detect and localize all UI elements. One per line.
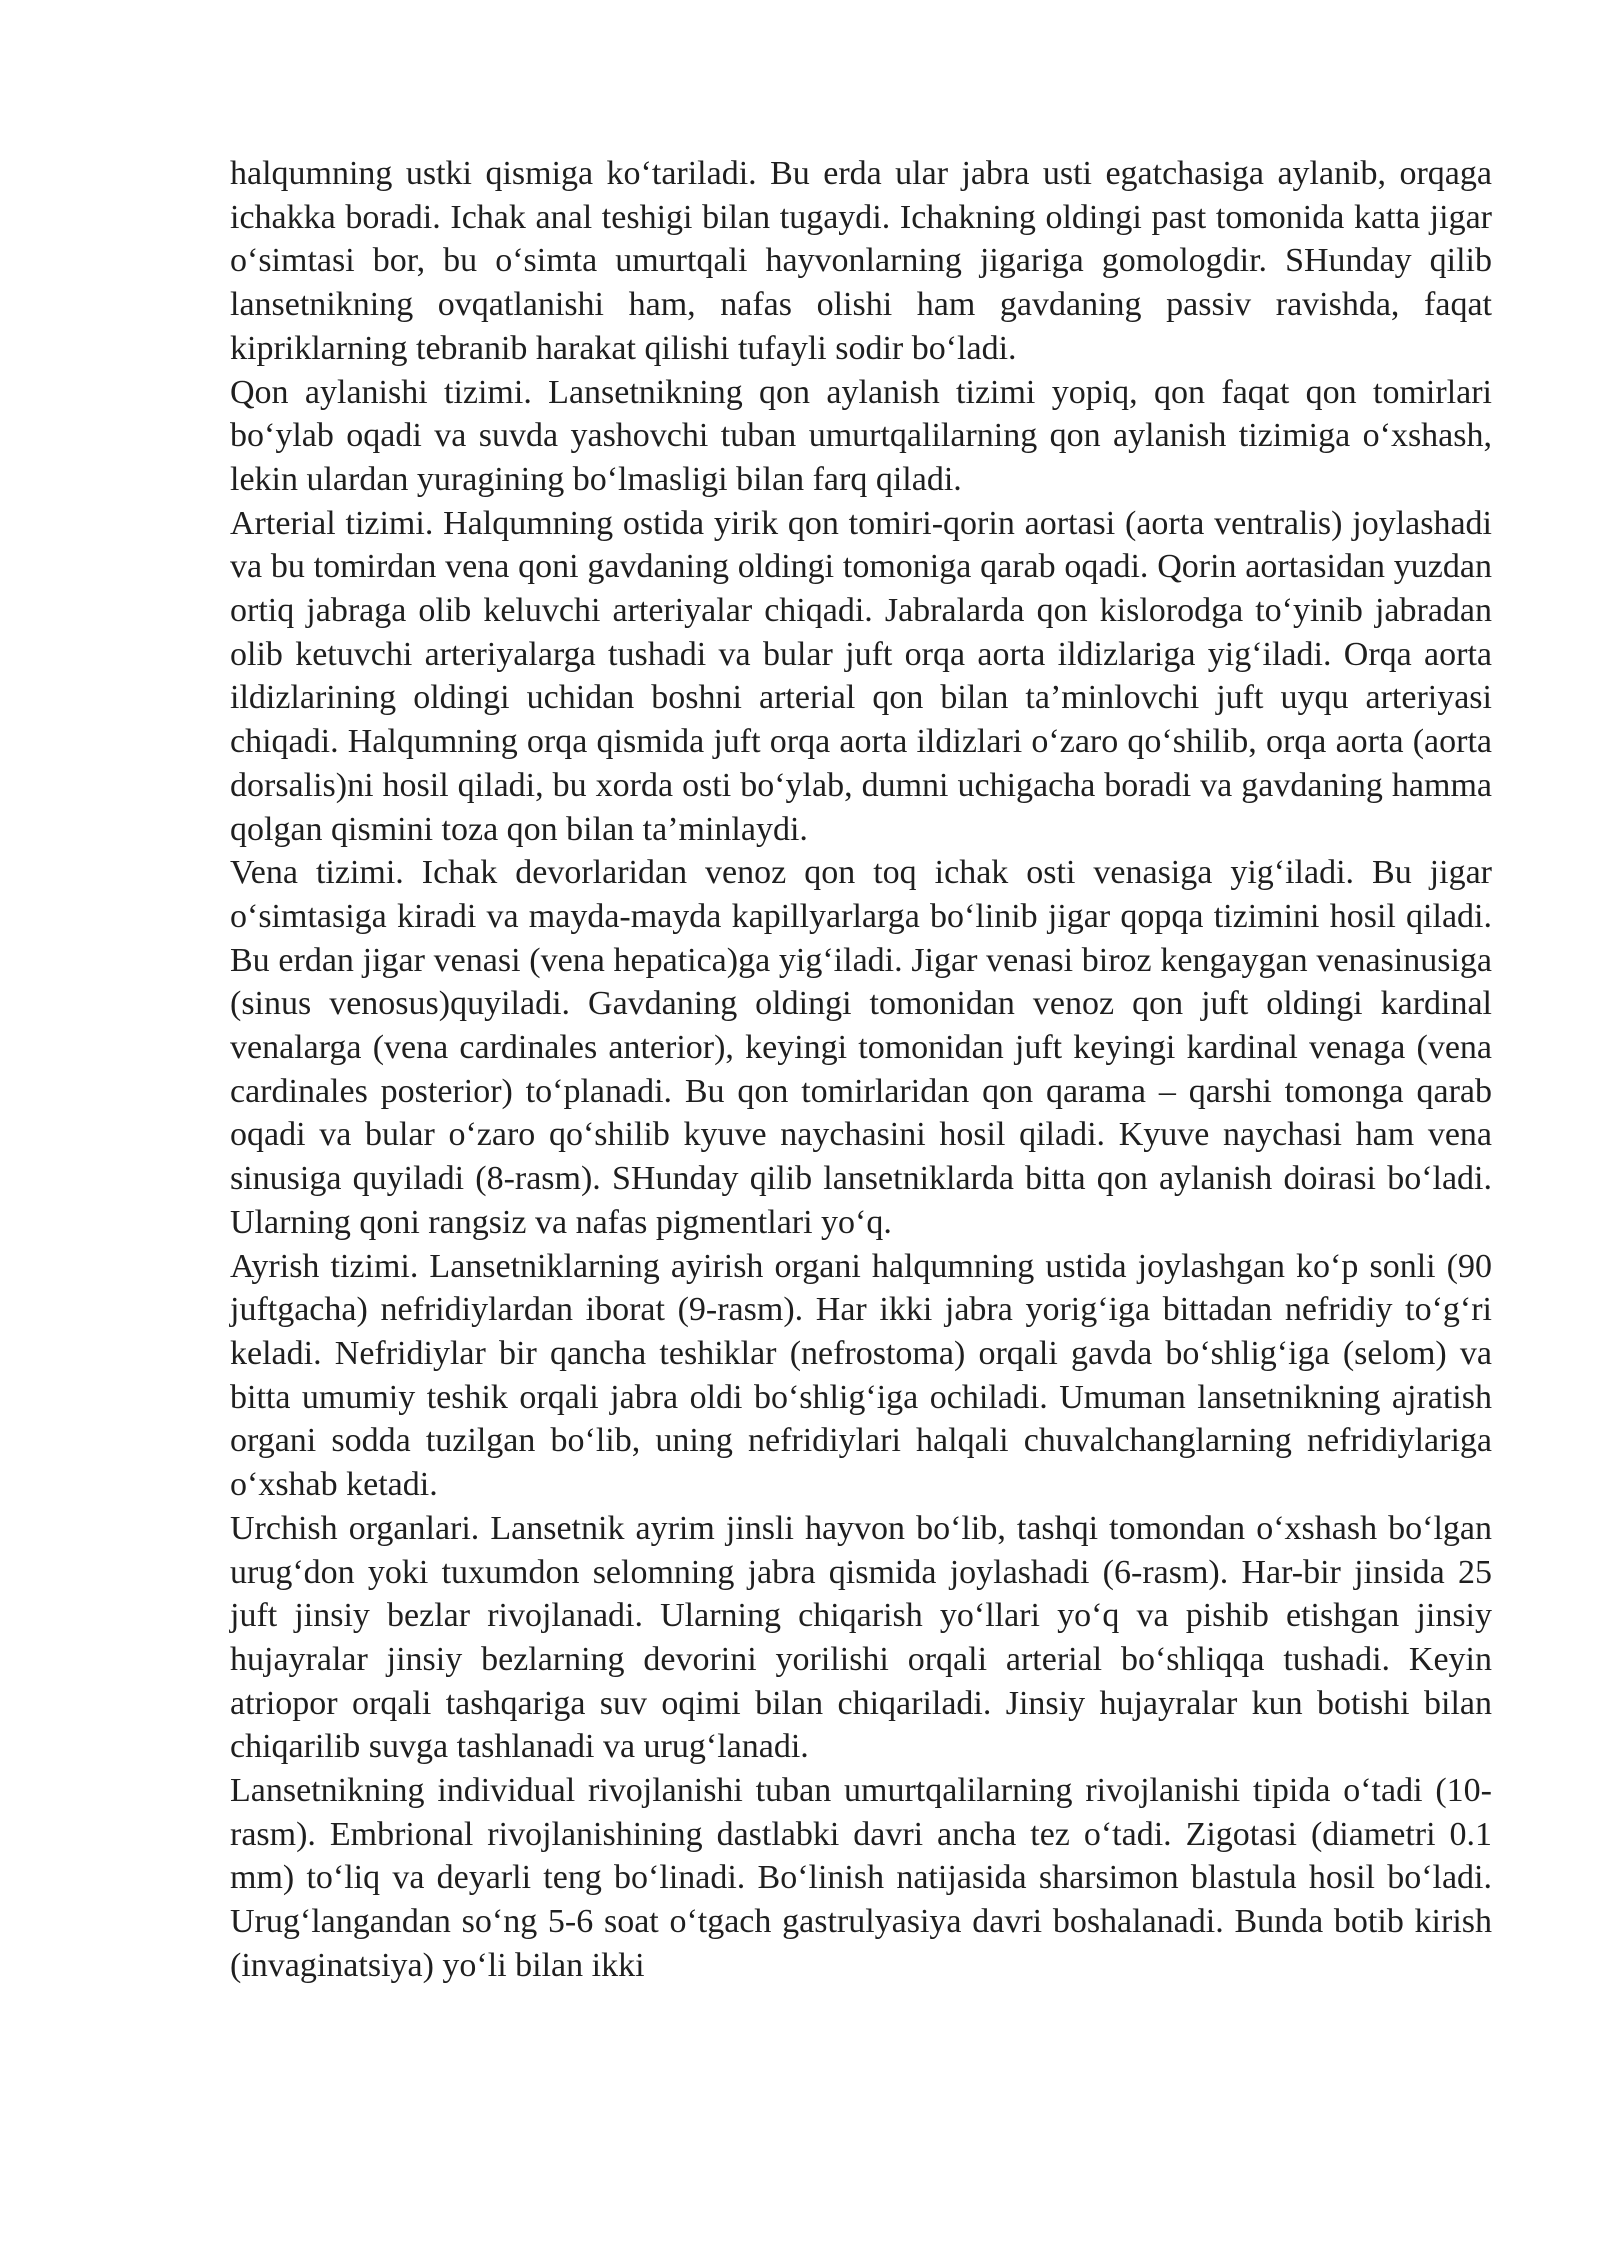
paragraph-individual-development: Lansetnikning individual rivojlanishi tuban umurtqalilarning rivojlanishi tipida o‘tadi (10-rasm). Embrional rivojlanishining dastlabki davri ancha tez o‘tadi. Zigotasi (diametri 0.1 mm) to‘liq va deyarli teng bo‘linadi. Bo‘linish natijasida sharsimon blastula hosil bo‘ladi. Urug‘langandan so‘ng 5-6 soat o‘tgach gastrulyasiya davri boshalanadi. Bunda botib kirish (invaginatsiya) yo‘li bilan ikki xyxy=(230,1772,1492,1984)
document-page xyxy=(230,152,1492,1988)
paragraph-venous-system: Vena tizimi. Ichak devorlaridan venoz qon toq ichak osti venasiga yig‘iladi. Bu jigar o‘simtasiga kiradi va mayda-mayda kapillyarlarga bo‘linib jigar qopqa tizimini hosil qiladi. Bu erdan jigar venasi (vena hepatica)ga yig‘iladi. Jigar venasi biroz kengaygan venasinusiga (sinus venosus)quyiladi. Gavdaning oldingi tomonidan venoz qon juft oldingi kardinal venalarga (vena cardinales anterior), keyingi tomonidan juft keyingi kardinal venaga (vena cardinales posterior) to‘planadi. Bu qon tomirlaridan qon qarama – qarshi tomonga qarab oqadi va bular o‘zaro qo‘shilib kyuve naychasini hosil qiladi. Kyuve naychasi ham vena sinusiga quyiladi (8-rasm). SHunday qilib lansetniklarda bitta qon aylanish doirasi bo‘ladi. Ularning qoni rangsiz va nafas pigmentlari yo‘q. xyxy=(230,854,1492,1241)
paragraph-arterial-system: Arterial tizimi. Halqumning ostida yirik qon tomiri-qorin aortasi (aorta ventralis) joylashadi va bu tomirdan vena qoni gavdaning oldingi tomoniga qarab oqadi. Qorin aortasidan yuzdan ortiq jabraga olib keluvchi arteriyalar chiqadi. Jabralarda qon kislorodga to‘yinib jabradan olib ketuvchi arteriyalarga tushadi va bular juft orqa aorta ildizlariga yig‘iladi. Orqa aorta ildizlarining oldingi uchidan boshni arterial qon bilan ta’minlovchi juft uyqu arteriyasi chiqadi. Halqumning orqa qismida juft orqa aorta ildizlari o‘zaro qo‘shilib, orqa aorta (aorta dorsalis)ni hosil qiladi, bu xorda osti bo‘ylab, dumni uchigacha boradi va gavdaning hamma qolgan qismini toza qon bilan ta’minlaydi. xyxy=(230,504,1492,848)
paragraph-circulatory-system: Qon aylanishi tizimi. Lansetnikning qon aylanish tizimi yopiq, qon faqat qon tomirlari bo‘ylab oqadi va suvda yashovchi tuban umurtqalilarning qon aylanish tizimiga o‘xshash, lekin ulardan yuragining bo‘lmasligi bilan farq qiladi. xyxy=(230,373,1492,498)
paragraph-excretory-system: Ayrish tizimi. Lansetniklarning ayirish organi halqumning ustida joylashgan ko‘p sonli (90 juftgacha) nefridiylardan iborat (9-rasm). Har ikki jabra yorig‘iga bittadan nefridiy to‘g‘ri keladi. Nefridiylar bir qancha teshiklar (nefrostoma) orqali gavda bo‘shlig‘iga (selom) va bitta umumiy teshik orqali jabra oldi bo‘shlig‘iga ochiladi. Umuman lansetnikning ajratish organi sodda tuzilgan bo‘lib, uning nefridiylari halqali chuvalchanglarning nefridiylariga o‘xshab ketadi. xyxy=(230,1247,1492,1504)
paragraph-digestion-end: halqumning ustki qismiga ko‘tariladi. Bu erda ular jabra usti egatchasiga aylanib, orqaga ichakka boradi. Ichak anal teshigi bilan tugaydi. Ichakning oldingi past tomonida katta jigar o‘simtasi bor, bu o‘simta umurtqali hayvonlarning jigariga gomologdir. SHunday qilib lansetnikning ovqatlanishi ham, nafas olishi ham gavdaning passiv ravishda, faqat kipriklarning tebranib harakat qilishi tufayli sodir bo‘ladi. xyxy=(230,155,1492,367)
paragraph-reproductive-organs: Urchish organlari. Lansetnik ayrim jinsli hayvon bo‘lib, tashqi tomondan o‘xshash bo‘lgan urug‘don yoki tuxumdon selomning jabra qismida joylashadi (6-rasm). Har-bir jinsida 25 juft jinsiy bezlar rivojlanadi. Ularning chiqarish yo‘llari yo‘q va pishib etishgan jinsiy hujayralar jinsiy bezlarning devorini yorilishi orqali arterial bo‘shliqqa tushadi. Keyin atriopor orqali tashqariga suv oqimi bilan chiqariladi. Jinsiy hujayralar kun botishi bilan chiqarilib suvga tashlanadi va urug‘lanadi. xyxy=(230,1509,1492,1766)
